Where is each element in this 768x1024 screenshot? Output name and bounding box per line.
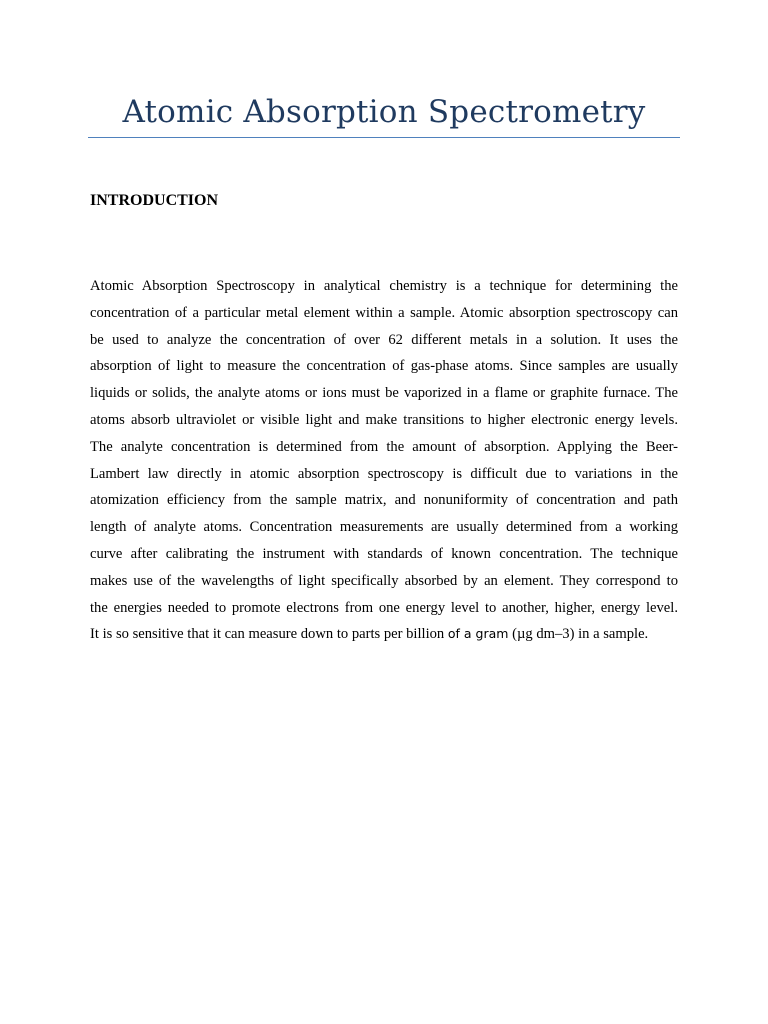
paragraph-line: be used to analyze the concentration of over 62 different metals in a solution. It uses the xyxy=(90,331,678,348)
intro-paragraph xyxy=(90,273,678,648)
last-line-part3: (µg dm–3) in a sample. xyxy=(508,626,649,643)
paragraph-last-line xyxy=(90,621,678,648)
paragraph-line: The analyte concentration is determined from the amount of absorption. Applying the Beer- xyxy=(90,438,678,455)
paragraph-line: concentration of a particular metal element within a sample. Atomic absorption spectroscopy can xyxy=(90,304,678,321)
paragraph-line: atoms absorb ultraviolet or visible light and make transitions to higher electronic energy levels. xyxy=(90,411,678,428)
paragraph-line: makes use of the wavelengths of light specifically absorbed by an element. They correspond to xyxy=(90,572,678,589)
paragraph-line: length of analyte atoms. Concentration measurements are usually determined from a working xyxy=(90,519,678,536)
section-heading: INTRODUCTION xyxy=(90,192,219,209)
paragraph-line: atomization efficiency from the sample matrix, and nonuniformity of concentration and path xyxy=(90,492,678,509)
title-underline xyxy=(88,137,680,138)
document-title: Atomic Absorption Spectrometry xyxy=(122,94,646,130)
last-line-part1: It is so sensitive that it can measure down to parts per billion xyxy=(90,626,448,643)
paragraph-line: liquids or solids, the analyte atoms or ions must be vaporized in a flame or graphite furnace. The xyxy=(90,385,678,402)
paragraph-line: curve after calibrating the instrument with standards of known concentration. The technique xyxy=(90,545,678,562)
paragraph-line: absorption of light to measure the concentration of gas-phase atoms. Since samples are usually xyxy=(90,358,678,375)
paragraph-line: Atomic Absorption Spectroscopy in analytical chemistry is a technique for determining the xyxy=(90,278,678,294)
paragraph-line: Lambert law directly in atomic absorption spectroscopy is difficult due to variations in the xyxy=(90,465,678,482)
last-line-part2: of a gram xyxy=(447,626,509,642)
paragraph-line: the energies needed to promote electrons from one energy level to another, higher, energy level. xyxy=(90,599,678,616)
